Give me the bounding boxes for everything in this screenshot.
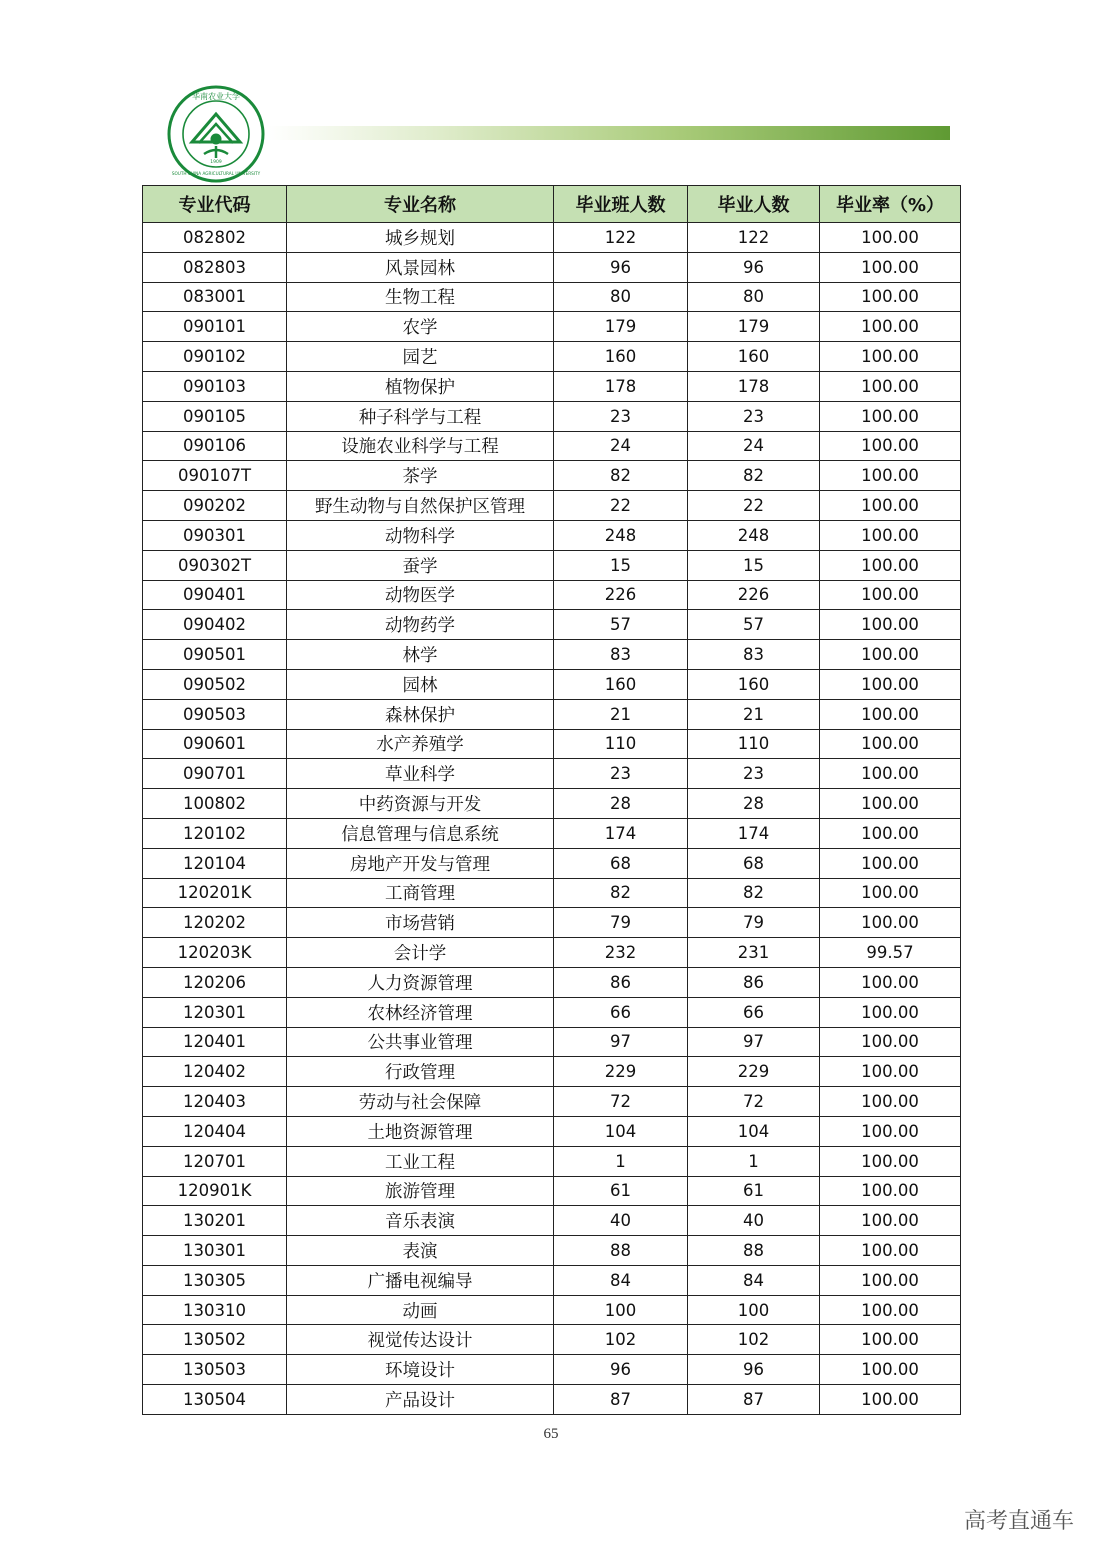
cell-major-name: 城乡规划 bbox=[287, 223, 554, 253]
cell-graduation-rate: 100.00 bbox=[820, 223, 961, 253]
cell-graduation-rate: 100.00 bbox=[820, 1087, 961, 1117]
table-row bbox=[143, 640, 961, 670]
cell-class-size: 97 bbox=[554, 1027, 688, 1057]
cell-graduation-rate: 100.00 bbox=[820, 401, 961, 431]
cell-graduation-rate: 100.00 bbox=[820, 610, 961, 640]
table-row bbox=[143, 491, 961, 521]
cell-class-size: 28 bbox=[554, 789, 688, 819]
cell-class-size: 83 bbox=[554, 640, 688, 670]
cell-class-size: 79 bbox=[554, 908, 688, 938]
table-row bbox=[143, 699, 961, 729]
table-row bbox=[143, 580, 961, 610]
cell-major-code: 120201K bbox=[143, 878, 287, 908]
cell-graduation-rate: 99.57 bbox=[820, 938, 961, 968]
cell-major-name: 产品设计 bbox=[287, 1385, 554, 1415]
cell-class-size: 100 bbox=[554, 1295, 688, 1325]
cell-graduation-rate: 100.00 bbox=[820, 699, 961, 729]
cell-major-code: 120102 bbox=[143, 818, 287, 848]
page-number: 65 bbox=[543, 1426, 559, 1442]
cell-class-size: 84 bbox=[554, 1265, 688, 1295]
cell-major-code: 120206 bbox=[143, 967, 287, 997]
cell-graduates: 66 bbox=[688, 997, 820, 1027]
cell-major-code: 120401 bbox=[143, 1027, 287, 1057]
cell-class-size: 21 bbox=[554, 699, 688, 729]
cell-graduates: 23 bbox=[688, 759, 820, 789]
cell-graduation-rate: 100.00 bbox=[820, 461, 961, 491]
table-row bbox=[143, 252, 961, 282]
header-banner-bar bbox=[268, 126, 950, 140]
cell-graduation-rate: 100.00 bbox=[820, 1236, 961, 1266]
table-row bbox=[143, 371, 961, 401]
cell-major-code: 120404 bbox=[143, 1116, 287, 1146]
cell-major-code: 090107T bbox=[143, 461, 287, 491]
cell-major-name: 茶学 bbox=[287, 461, 554, 491]
cell-major-code: 130504 bbox=[143, 1385, 287, 1415]
cell-graduation-rate: 100.00 bbox=[820, 640, 961, 670]
cell-major-code: 083001 bbox=[143, 282, 287, 312]
cell-graduation-rate: 100.00 bbox=[820, 967, 961, 997]
cell-graduation-rate: 100.00 bbox=[820, 997, 961, 1027]
cell-major-code: 130502 bbox=[143, 1325, 287, 1355]
cell-major-name: 园艺 bbox=[287, 342, 554, 372]
table-row bbox=[143, 1027, 961, 1057]
cell-major-name: 水产养殖学 bbox=[287, 729, 554, 759]
header-graduation-rate: 毕业率（%） bbox=[820, 186, 961, 223]
cell-major-name: 林学 bbox=[287, 640, 554, 670]
table-row bbox=[143, 938, 961, 968]
cell-graduates: 68 bbox=[688, 848, 820, 878]
cell-class-size: 96 bbox=[554, 252, 688, 282]
table-row bbox=[143, 967, 961, 997]
cell-class-size: 178 bbox=[554, 371, 688, 401]
table-row bbox=[143, 520, 961, 550]
cell-major-name: 设施农业科学与工程 bbox=[287, 431, 554, 461]
cell-graduates: 1 bbox=[688, 1146, 820, 1176]
cell-graduates: 178 bbox=[688, 371, 820, 401]
table-row bbox=[143, 848, 961, 878]
cell-graduation-rate: 100.00 bbox=[820, 491, 961, 521]
cell-graduates: 79 bbox=[688, 908, 820, 938]
table-row bbox=[143, 1325, 961, 1355]
cell-major-code: 130305 bbox=[143, 1265, 287, 1295]
cell-graduates: 72 bbox=[688, 1087, 820, 1117]
cell-graduation-rate: 100.00 bbox=[820, 1325, 961, 1355]
cell-class-size: 24 bbox=[554, 431, 688, 461]
cell-graduates: 231 bbox=[688, 938, 820, 968]
cell-graduation-rate: 100.00 bbox=[820, 789, 961, 819]
cell-class-size: 80 bbox=[554, 282, 688, 312]
cell-major-name: 劳动与社会保障 bbox=[287, 1087, 554, 1117]
cell-major-name: 表演 bbox=[287, 1236, 554, 1266]
cell-graduation-rate: 100.00 bbox=[820, 729, 961, 759]
cell-class-size: 232 bbox=[554, 938, 688, 968]
cell-graduates: 104 bbox=[688, 1116, 820, 1146]
cell-class-size: 174 bbox=[554, 818, 688, 848]
cell-class-size: 229 bbox=[554, 1057, 688, 1087]
cell-graduation-rate: 100.00 bbox=[820, 580, 961, 610]
cell-graduates: 226 bbox=[688, 580, 820, 610]
cell-graduates: 83 bbox=[688, 640, 820, 670]
cell-graduates: 160 bbox=[688, 342, 820, 372]
cell-graduates: 110 bbox=[688, 729, 820, 759]
cell-graduation-rate: 100.00 bbox=[820, 252, 961, 282]
cell-major-code: 090101 bbox=[143, 312, 287, 342]
cell-graduates: 96 bbox=[688, 1355, 820, 1385]
cell-class-size: 82 bbox=[554, 878, 688, 908]
cell-graduates: 248 bbox=[688, 520, 820, 550]
cell-graduates: 80 bbox=[688, 282, 820, 312]
cell-graduation-rate: 100.00 bbox=[820, 1206, 961, 1236]
cell-major-code: 090102 bbox=[143, 342, 287, 372]
cell-major-name: 市场营销 bbox=[287, 908, 554, 938]
cell-graduates: 22 bbox=[688, 491, 820, 521]
cell-graduation-rate: 100.00 bbox=[820, 342, 961, 372]
cell-major-code: 090503 bbox=[143, 699, 287, 729]
cell-graduates: 229 bbox=[688, 1057, 820, 1087]
cell-major-code: 120403 bbox=[143, 1087, 287, 1117]
table-row bbox=[143, 818, 961, 848]
cell-major-code: 090202 bbox=[143, 491, 287, 521]
cell-major-name: 动物医学 bbox=[287, 580, 554, 610]
cell-graduation-rate: 100.00 bbox=[820, 1176, 961, 1206]
cell-major-code: 090401 bbox=[143, 580, 287, 610]
cell-class-size: 82 bbox=[554, 461, 688, 491]
table-row bbox=[143, 669, 961, 699]
header-class-size: 毕业班人数 bbox=[554, 186, 688, 223]
table-row bbox=[143, 610, 961, 640]
cell-graduates: 160 bbox=[688, 669, 820, 699]
cell-graduation-rate: 100.00 bbox=[820, 431, 961, 461]
cell-major-name: 工商管理 bbox=[287, 878, 554, 908]
cell-class-size: 68 bbox=[554, 848, 688, 878]
cell-major-code: 130310 bbox=[143, 1295, 287, 1325]
table-row bbox=[143, 282, 961, 312]
cell-class-size: 88 bbox=[554, 1236, 688, 1266]
table-row bbox=[143, 1236, 961, 1266]
cell-major-code: 120402 bbox=[143, 1057, 287, 1087]
cell-graduates: 57 bbox=[688, 610, 820, 640]
cell-major-code: 090103 bbox=[143, 371, 287, 401]
cell-graduates: 24 bbox=[688, 431, 820, 461]
table-body bbox=[143, 223, 961, 1415]
cell-major-name: 风景园林 bbox=[287, 252, 554, 282]
cell-graduation-rate: 100.00 bbox=[820, 1295, 961, 1325]
cell-major-code: 090601 bbox=[143, 729, 287, 759]
table-row bbox=[143, 759, 961, 789]
cell-graduation-rate: 100.00 bbox=[820, 1116, 961, 1146]
table-row bbox=[143, 1057, 961, 1087]
cell-major-name: 土地资源管理 bbox=[287, 1116, 554, 1146]
table-row bbox=[143, 342, 961, 372]
cell-graduates: 86 bbox=[688, 967, 820, 997]
cell-graduation-rate: 100.00 bbox=[820, 669, 961, 699]
cell-graduation-rate: 100.00 bbox=[820, 520, 961, 550]
table-row bbox=[143, 401, 961, 431]
cell-graduates: 88 bbox=[688, 1236, 820, 1266]
cell-graduates: 23 bbox=[688, 401, 820, 431]
cell-graduates: 15 bbox=[688, 550, 820, 580]
cell-major-name: 动物药学 bbox=[287, 610, 554, 640]
cell-class-size: 86 bbox=[554, 967, 688, 997]
table-row bbox=[143, 312, 961, 342]
cell-major-code: 090502 bbox=[143, 669, 287, 699]
cell-major-code: 090105 bbox=[143, 401, 287, 431]
table-row bbox=[143, 1265, 961, 1295]
svg-text:SOUTH CHINA AGRICULTURAL UNIVE: SOUTH CHINA AGRICULTURAL UNIVERSITY bbox=[171, 171, 261, 176]
cell-class-size: 102 bbox=[554, 1325, 688, 1355]
cell-graduation-rate: 100.00 bbox=[820, 1057, 961, 1087]
cell-graduation-rate: 100.00 bbox=[820, 759, 961, 789]
header-graduates: 毕业人数 bbox=[688, 186, 820, 223]
cell-major-name: 蚕学 bbox=[287, 550, 554, 580]
cell-class-size: 160 bbox=[554, 669, 688, 699]
cell-class-size: 72 bbox=[554, 1087, 688, 1117]
table-row bbox=[143, 550, 961, 580]
cell-graduates: 40 bbox=[688, 1206, 820, 1236]
cell-major-name: 旅游管理 bbox=[287, 1176, 554, 1206]
cell-graduates: 21 bbox=[688, 699, 820, 729]
cell-graduation-rate: 100.00 bbox=[820, 1027, 961, 1057]
table-row bbox=[143, 1176, 961, 1206]
table-row bbox=[143, 223, 961, 253]
header-major-name: 专业名称 bbox=[287, 186, 554, 223]
cell-major-name: 会计学 bbox=[287, 938, 554, 968]
cell-class-size: 122 bbox=[554, 223, 688, 253]
cell-graduates: 102 bbox=[688, 1325, 820, 1355]
cell-class-size: 61 bbox=[554, 1176, 688, 1206]
cell-major-code: 120701 bbox=[143, 1146, 287, 1176]
cell-graduation-rate: 100.00 bbox=[820, 878, 961, 908]
cell-major-name: 音乐表演 bbox=[287, 1206, 554, 1236]
cell-major-code: 120301 bbox=[143, 997, 287, 1027]
cell-major-name: 信息管理与信息系统 bbox=[287, 818, 554, 848]
table-row bbox=[143, 1385, 961, 1415]
svg-text:1909: 1909 bbox=[210, 160, 222, 165]
cell-class-size: 23 bbox=[554, 401, 688, 431]
table-row bbox=[143, 1087, 961, 1117]
cell-class-size: 57 bbox=[554, 610, 688, 640]
cell-graduation-rate: 100.00 bbox=[820, 908, 961, 938]
svg-text:华南农业大学: 华南农业大学 bbox=[192, 92, 240, 101]
table-row bbox=[143, 1116, 961, 1146]
cell-major-name: 广播电视编导 bbox=[287, 1265, 554, 1295]
cell-major-code: 120104 bbox=[143, 848, 287, 878]
cell-class-size: 179 bbox=[554, 312, 688, 342]
cell-graduation-rate: 100.00 bbox=[820, 818, 961, 848]
cell-major-code: 082803 bbox=[143, 252, 287, 282]
cell-major-name: 行政管理 bbox=[287, 1057, 554, 1087]
cell-major-name: 生物工程 bbox=[287, 282, 554, 312]
cell-class-size: 1 bbox=[554, 1146, 688, 1176]
cell-graduates: 82 bbox=[688, 461, 820, 491]
cell-graduation-rate: 100.00 bbox=[820, 371, 961, 401]
cell-major-code: 120901K bbox=[143, 1176, 287, 1206]
cell-graduates: 84 bbox=[688, 1265, 820, 1295]
cell-major-name: 视觉传达设计 bbox=[287, 1325, 554, 1355]
cell-class-size: 87 bbox=[554, 1385, 688, 1415]
cell-graduates: 28 bbox=[688, 789, 820, 819]
cell-graduation-rate: 100.00 bbox=[820, 1385, 961, 1415]
cell-major-code: 100802 bbox=[143, 789, 287, 819]
cell-major-name: 房地产开发与管理 bbox=[287, 848, 554, 878]
cell-class-size: 104 bbox=[554, 1116, 688, 1146]
watermark-text: 高考直通车 bbox=[963, 1509, 1074, 1534]
university-logo bbox=[166, 84, 266, 184]
cell-graduates: 174 bbox=[688, 818, 820, 848]
cell-graduates: 87 bbox=[688, 1385, 820, 1415]
cell-class-size: 248 bbox=[554, 520, 688, 550]
table-row bbox=[143, 1355, 961, 1385]
cell-major-code: 090106 bbox=[143, 431, 287, 461]
cell-major-name: 动画 bbox=[287, 1295, 554, 1325]
table-row bbox=[143, 1206, 961, 1236]
cell-major-code: 090701 bbox=[143, 759, 287, 789]
cell-major-name: 公共事业管理 bbox=[287, 1027, 554, 1057]
table-row bbox=[143, 1146, 961, 1176]
cell-major-name: 野生动物与自然保护区管理 bbox=[287, 491, 554, 521]
cell-graduates: 96 bbox=[688, 252, 820, 282]
cell-major-code: 090301 bbox=[143, 520, 287, 550]
cell-class-size: 110 bbox=[554, 729, 688, 759]
header-major-code: 专业代码 bbox=[143, 186, 287, 223]
cell-major-name: 工业工程 bbox=[287, 1146, 554, 1176]
cell-class-size: 22 bbox=[554, 491, 688, 521]
cell-class-size: 15 bbox=[554, 550, 688, 580]
cell-major-code: 130201 bbox=[143, 1206, 287, 1236]
cell-graduation-rate: 100.00 bbox=[820, 282, 961, 312]
cell-graduation-rate: 100.00 bbox=[820, 848, 961, 878]
graduation-rate-table bbox=[142, 185, 961, 1415]
cell-class-size: 66 bbox=[554, 997, 688, 1027]
cell-major-name: 动物科学 bbox=[287, 520, 554, 550]
cell-major-name: 人力资源管理 bbox=[287, 967, 554, 997]
cell-major-name: 农林经济管理 bbox=[287, 997, 554, 1027]
cell-graduates: 179 bbox=[688, 312, 820, 342]
table-row bbox=[143, 1295, 961, 1325]
cell-major-name: 农学 bbox=[287, 312, 554, 342]
cell-major-name: 种子科学与工程 bbox=[287, 401, 554, 431]
cell-major-code: 090501 bbox=[143, 640, 287, 670]
cell-graduates: 122 bbox=[688, 223, 820, 253]
cell-major-name: 植物保护 bbox=[287, 371, 554, 401]
table-row bbox=[143, 878, 961, 908]
cell-graduation-rate: 100.00 bbox=[820, 1146, 961, 1176]
cell-major-code: 130503 bbox=[143, 1355, 287, 1385]
cell-graduates: 82 bbox=[688, 878, 820, 908]
cell-major-name: 环境设计 bbox=[287, 1355, 554, 1385]
table-row bbox=[143, 908, 961, 938]
cell-graduation-rate: 100.00 bbox=[820, 312, 961, 342]
cell-graduates: 97 bbox=[688, 1027, 820, 1057]
cell-major-code: 120202 bbox=[143, 908, 287, 938]
cell-major-code: 090302T bbox=[143, 550, 287, 580]
cell-major-code: 082802 bbox=[143, 223, 287, 253]
cell-graduation-rate: 100.00 bbox=[820, 1265, 961, 1295]
table-row bbox=[143, 997, 961, 1027]
table-row bbox=[143, 431, 961, 461]
cell-major-name: 森林保护 bbox=[287, 699, 554, 729]
table-row bbox=[143, 789, 961, 819]
cell-major-name: 园林 bbox=[287, 669, 554, 699]
cell-major-name: 中药资源与开发 bbox=[287, 789, 554, 819]
cell-class-size: 160 bbox=[554, 342, 688, 372]
cell-class-size: 226 bbox=[554, 580, 688, 610]
cell-class-size: 23 bbox=[554, 759, 688, 789]
cell-graduates: 100 bbox=[688, 1295, 820, 1325]
table-header-row bbox=[143, 186, 961, 223]
cell-class-size: 40 bbox=[554, 1206, 688, 1236]
table-row bbox=[143, 461, 961, 491]
table-row bbox=[143, 729, 961, 759]
cell-graduates: 61 bbox=[688, 1176, 820, 1206]
cell-major-name: 草业科学 bbox=[287, 759, 554, 789]
cell-major-code: 120203K bbox=[143, 938, 287, 968]
cell-major-code: 130301 bbox=[143, 1236, 287, 1266]
cell-graduation-rate: 100.00 bbox=[820, 550, 961, 580]
cell-graduation-rate: 100.00 bbox=[820, 1355, 961, 1385]
cell-class-size: 96 bbox=[554, 1355, 688, 1385]
cell-major-code: 090402 bbox=[143, 610, 287, 640]
